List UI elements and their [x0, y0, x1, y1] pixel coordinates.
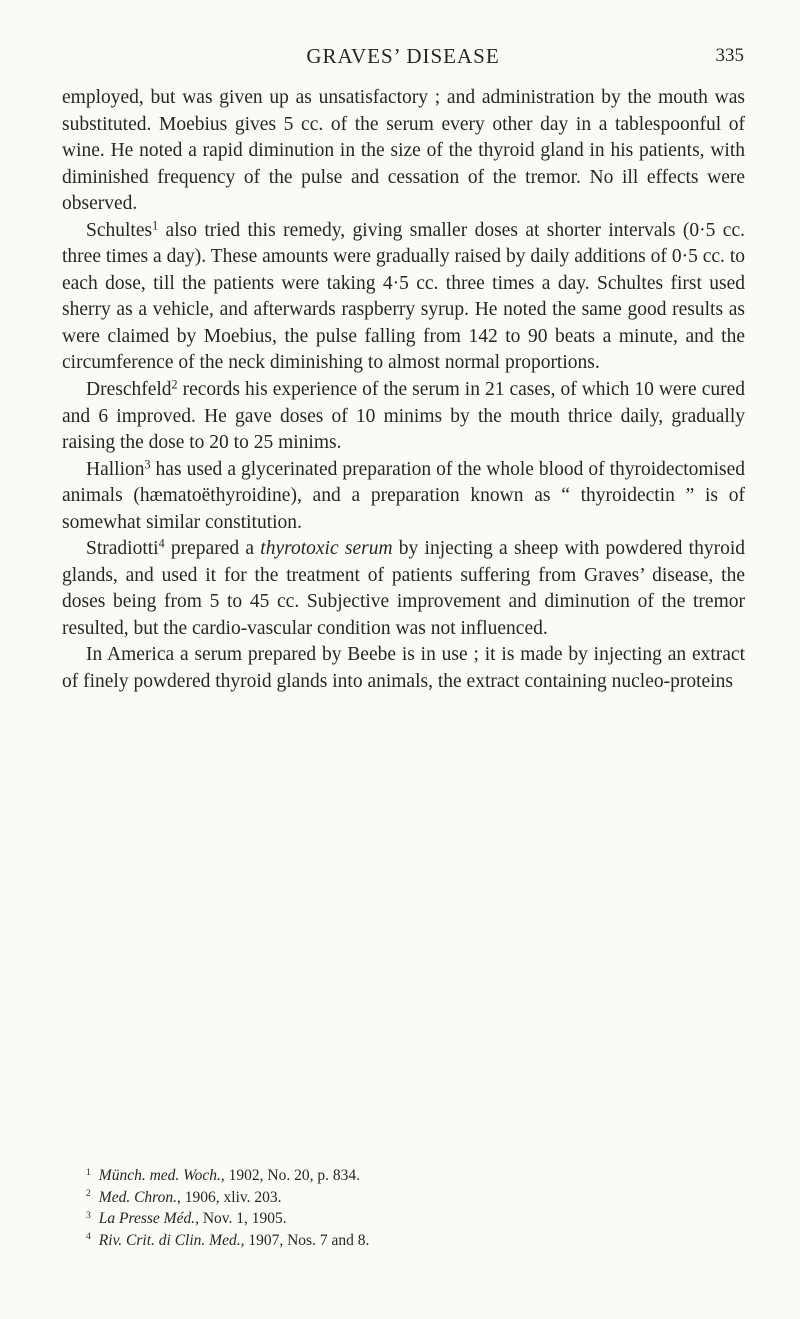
- paragraph-continuation: [62, 85, 745, 218]
- running-head: GRAVES’ DISEASE: [306, 44, 500, 68]
- footnote-number: 3: [86, 1209, 91, 1221]
- author-name: Schultes: [86, 219, 153, 241]
- paragraph-schultes: [62, 218, 745, 377]
- footnote-source: La Presse Méd.: [98, 1210, 196, 1227]
- italic-term: thyrotoxic serum: [260, 538, 393, 560]
- paragraph-america: [62, 642, 745, 695]
- footnote-number: 4: [86, 1231, 91, 1243]
- paragraph-text: also tried this remedy, giving smaller doses at shorter intervals (0·5 cc. three times a day). These amounts were gradually raised by daily additions of 0·5 cc. to each dose, till the patients were taking 4·5 cc. three times a day. Schultes first used sherry as a vehicle, and afterwards raspberry syrup. He noted the same good results as were claimed by Moebius, the pulse falling from 142 to 90 beats a minute, and the circumference of the neck diminishing to almost normal proportions.: [62, 219, 745, 374]
- paragraph-text: In America a serum prepared by Beebe is in use ; it is made by injecting an extract of finely powdered thyroid glands into animals, the extract containing nucleo-proteins: [62, 644, 745, 693]
- footnote: [62, 1165, 745, 1187]
- footnote-number: 1: [86, 1166, 91, 1178]
- footnote-text: , 1902, No. 20, p. 834.: [220, 1167, 360, 1184]
- footnote-source: Riv. Crit. di Clin. Med.: [98, 1231, 241, 1249]
- paragraph-dreschfeld: [62, 377, 745, 457]
- footnote-number: 2: [86, 1188, 91, 1200]
- footnote-source: Med. Chron.: [98, 1188, 178, 1206]
- page-number: 335: [715, 45, 744, 66]
- footnote-text: , 1907, Nos. 7 and 8.: [240, 1231, 370, 1249]
- paragraph-text: records his experience of the serum in 21 cases, of which 10 were cured and 6 improved. He gave doses of 10 minims by the mouth thrice daily, gradually raising the dose to 20 to 25 minims.: [62, 379, 745, 454]
- footnote-source: Münch. med. Woch.: [98, 1167, 221, 1184]
- author-name: Dreschfeld: [86, 379, 172, 401]
- footnote-ref: 3: [144, 457, 151, 472]
- paragraph-text: prepared a: [164, 538, 261, 560]
- paragraph-hallion: [62, 457, 745, 537]
- footnotes: [62, 1165, 745, 1251]
- footnote: [62, 1208, 745, 1230]
- footnote-ref: 2: [171, 377, 178, 392]
- paragraph-text: by injecting a sheep with powdered thyroid glands, and used it for the treatment of patients suffering from Graves’ disease, the doses being from 5 to 45 cc. Subjective improvement and diminution of the tremor resulted, but the cardio-vascular condition was not influenced.: [62, 538, 746, 639]
- paragraph-text: employed, but was given up as unsatisfactory ; and administration by the mouth was substituted. Moebius gives 5 cc. of the serum every other day in a tablespoonful of wine. He noted a rapid diminution in the size of the thyroid gland in his patients, with diminished frequency of the pulse and cessation of the tremor. No ill effects were observed.: [62, 87, 745, 215]
- footnote-ref: 4: [158, 536, 165, 551]
- footnote: [62, 1187, 745, 1209]
- author-name: Stradiotti: [86, 538, 159, 560]
- paragraph-stradiotti: [62, 536, 745, 642]
- page-header: [62, 44, 744, 80]
- footnote-text: , Nov. 1, 1905.: [195, 1210, 287, 1227]
- footnote-ref: 1: [152, 218, 159, 233]
- footnote-text: , 1906, xliv. 203.: [177, 1188, 282, 1206]
- paragraph-text: has used a glycerinated preparation of the whole blood of thyroidectomised animals (hæmatoëthyroidine), and a preparation known as “ thyroidectin ” is of somewhat similar constitution.: [62, 458, 745, 533]
- author-name: Hallion: [86, 458, 145, 480]
- body-text: [62, 85, 745, 696]
- footnote: [62, 1230, 745, 1252]
